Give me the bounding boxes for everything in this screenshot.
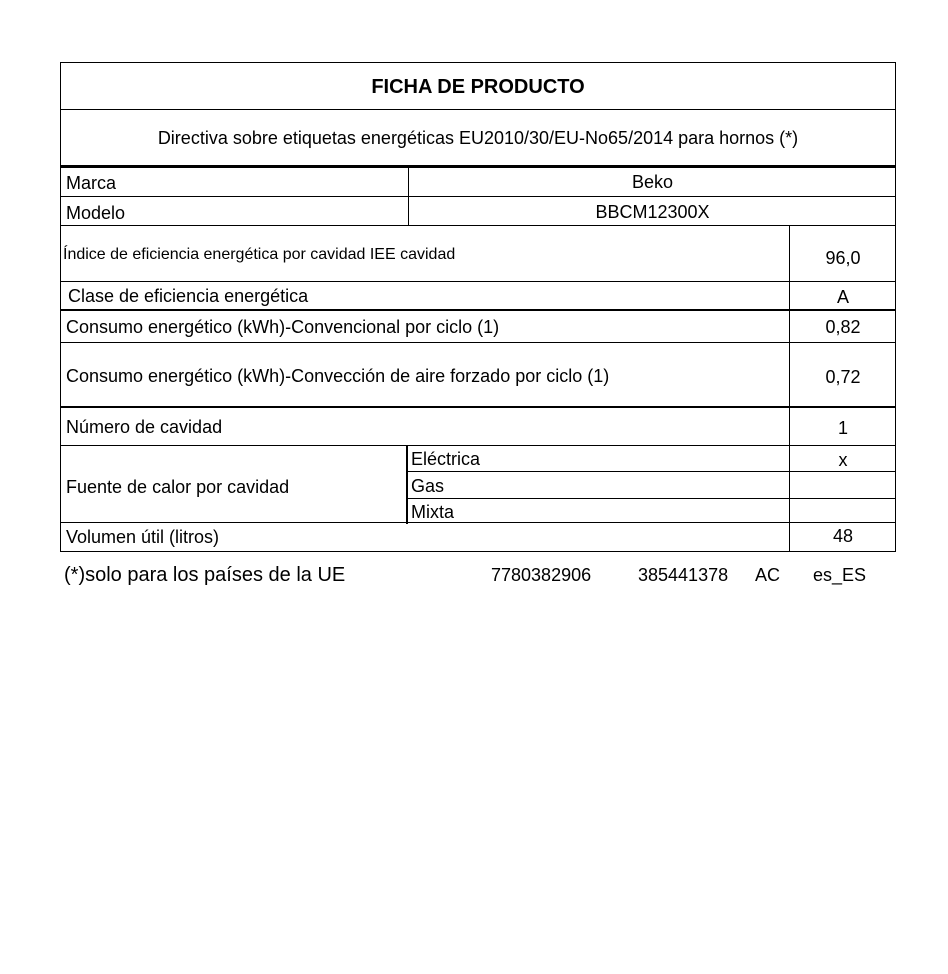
- cavities-value: 1: [837, 418, 848, 438]
- volume-label: Volumen útil (litros): [66, 527, 220, 547]
- model-value: BBCM12300X: [595, 202, 710, 222]
- volume-value: 48: [832, 526, 854, 546]
- footer-code-1: 7780382906: [491, 565, 592, 585]
- rule-title: [60, 109, 896, 110]
- model-label: Modelo: [66, 203, 126, 223]
- cavities-label: Número de cavidad: [66, 417, 223, 437]
- rule-iee: [60, 281, 896, 282]
- forced-label: Consumo energético (kWh)-Convección de aire forzado por ciclo (1): [66, 366, 610, 386]
- footer-code-3: AC: [755, 565, 781, 585]
- directive-text: Directiva sobre etiquetas energéticas EU2010/30/EU-No65/2014 para hornos (*): [157, 128, 799, 148]
- footer-note: (*)solo para los países de la UE: [64, 564, 346, 586]
- rule-value-column: [789, 226, 790, 552]
- footer-code-2: 385441378: [638, 565, 729, 585]
- rule-class: [60, 309, 896, 311]
- rule-model: [60, 225, 896, 226]
- heat-mixed-label: Mixta: [411, 502, 455, 522]
- conv-label: Consumo energético (kWh)-Convencional por ciclo (1): [66, 317, 500, 337]
- footer-locale: es_ES: [813, 565, 867, 585]
- rule-forced: [60, 406, 896, 408]
- page-title: FICHA DE PRODUCTO: [371, 76, 585, 98]
- rule-brand: [60, 196, 896, 197]
- forced-value: 0,72: [825, 367, 861, 387]
- iee-value: 96,0: [825, 248, 861, 268]
- brand-value: Beko: [631, 172, 674, 192]
- rule-gas: [407, 498, 896, 499]
- rule-cavities: [60, 445, 896, 446]
- heat-gas-label: Gas: [411, 476, 445, 496]
- heat-electric-label: Eléctrica: [411, 449, 481, 469]
- heat-electric-value: x: [838, 450, 848, 470]
- rule-heat: [60, 522, 896, 523]
- iee-label: Índice de eficiencia energética por cavidad IEE cavidad: [63, 246, 456, 263]
- rule-directive: [60, 165, 896, 168]
- rule-conv: [60, 342, 896, 343]
- brand-label: Marca: [66, 173, 117, 193]
- class-label: Clase de eficiencia energética: [68, 286, 309, 306]
- class-value: A: [836, 287, 849, 307]
- conv-value: 0,82: [825, 317, 861, 337]
- heat-label: Fuente de calor por cavidad: [66, 477, 290, 497]
- rule-electric: [407, 471, 896, 472]
- rule-heat-split: [406, 446, 408, 524]
